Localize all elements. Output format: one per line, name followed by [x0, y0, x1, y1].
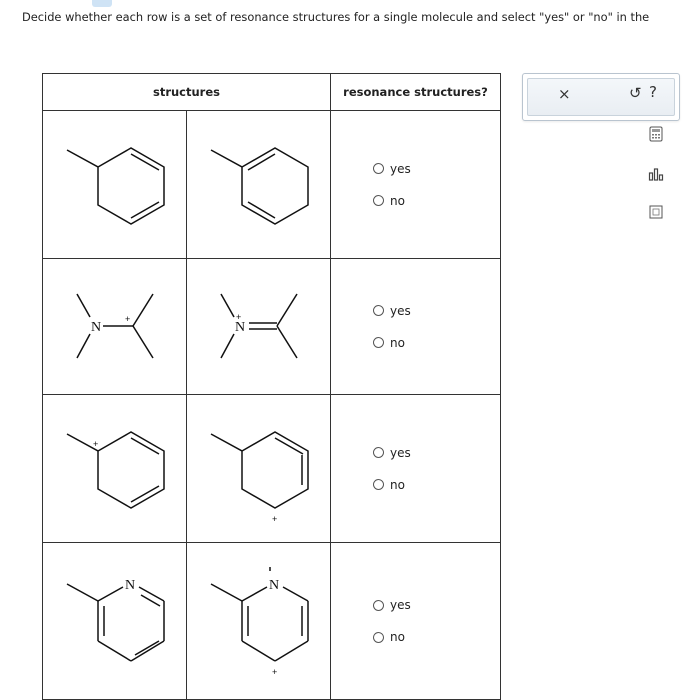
positive-charge: + [125, 313, 131, 324]
yes-radio[interactable] [373, 600, 384, 611]
nitrogen-label: N [91, 319, 102, 335]
no-label: no [390, 477, 405, 492]
no-radio[interactable] [373, 337, 384, 348]
yes-option[interactable] [373, 445, 500, 461]
methylpyridine-structure-b [187, 544, 330, 699]
positive-charge: + [272, 666, 278, 677]
table-row [43, 395, 501, 543]
positive-charge: + [272, 513, 278, 524]
answer-cell [331, 395, 501, 543]
no-radio[interactable] [373, 195, 384, 206]
structure-cell [43, 395, 187, 543]
top-tab[interactable] [92, 0, 112, 7]
periodic-table-icon[interactable] [648, 204, 664, 220]
positive-charge: + [93, 438, 99, 449]
yes-label: yes [390, 445, 411, 460]
header-resonance: resonance structures? [331, 74, 501, 111]
close-button[interactable]: × [558, 85, 571, 103]
cyclohexenyl-cation-structure-a [43, 396, 186, 542]
methylcyclohexadiene-structure-b [187, 112, 330, 258]
header-row [43, 74, 501, 111]
yes-option[interactable] [373, 161, 500, 177]
table-row [43, 259, 501, 395]
structure-cell [43, 259, 187, 395]
positive-charge: + [236, 311, 242, 322]
no-label: no [390, 630, 405, 644]
iminium-structure-b [187, 260, 330, 394]
no-radio[interactable] [373, 479, 384, 490]
instructions-text: Decide whether each row is a set of resonance structures for a single molecule and select "yes" or "no" in the [22, 10, 650, 24]
yes-label: yes [390, 598, 411, 612]
structure-cell [187, 259, 331, 395]
no-option[interactable] [373, 335, 500, 351]
bar-chart-icon[interactable] [648, 166, 664, 182]
no-radio[interactable] [373, 632, 384, 643]
undo-button[interactable]: ↺ [629, 84, 642, 102]
resonance-table [42, 73, 501, 700]
iminium-structure-a [43, 260, 186, 394]
methylpyridine-structure-a [43, 544, 186, 699]
yes-radio[interactable] [373, 447, 384, 458]
no-label: no [390, 335, 405, 350]
no-option[interactable] [373, 629, 500, 645]
answer-cell [331, 259, 501, 395]
calculator-icon[interactable] [648, 126, 664, 142]
table-row [43, 543, 501, 700]
no-label: no [390, 193, 405, 208]
answer-cell [331, 543, 501, 700]
help-button[interactable]: ? [649, 83, 657, 101]
structure-cell [43, 111, 187, 259]
yes-option[interactable] [373, 303, 500, 319]
no-option[interactable] [373, 193, 500, 209]
structure-cell [43, 543, 187, 700]
header-structures: structures [43, 74, 331, 111]
methylcyclohexadiene-structure-a [43, 112, 186, 258]
yes-label: yes [390, 303, 411, 318]
yes-radio[interactable] [373, 305, 384, 316]
structure-cell [187, 543, 331, 700]
cyclohexenyl-cation-structure-b [187, 396, 330, 542]
answer-cell [331, 111, 501, 259]
no-option[interactable] [373, 477, 500, 493]
answer-toolbar [522, 73, 680, 121]
nitrogen-label: N [235, 319, 246, 335]
yes-option[interactable] [373, 597, 500, 613]
structure-cell [187, 111, 331, 259]
yes-radio[interactable] [373, 163, 384, 174]
nitrogen-label: N [125, 577, 136, 593]
nitrogen-label: N [269, 577, 280, 593]
structure-cell [187, 395, 331, 543]
yes-label: yes [390, 161, 411, 176]
table-row [43, 111, 501, 259]
